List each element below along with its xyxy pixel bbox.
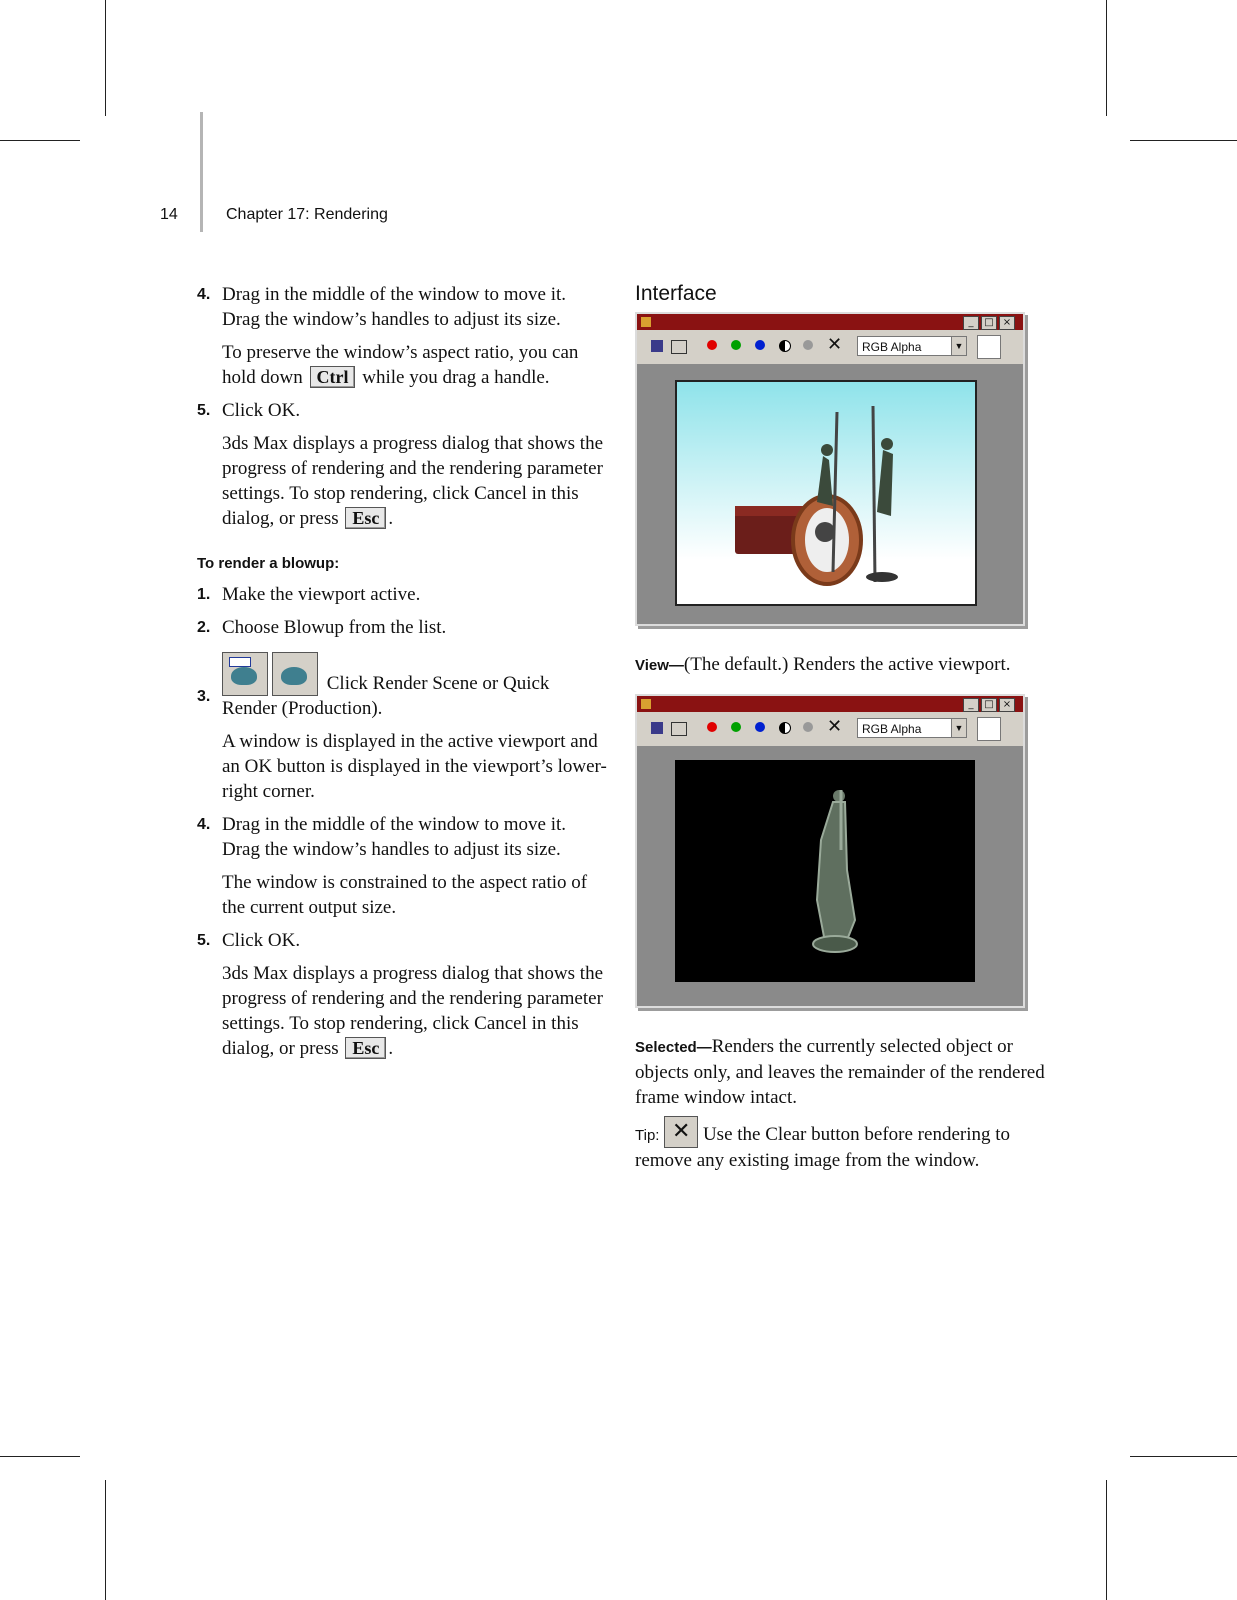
- step-number: 2.: [197, 619, 211, 636]
- view-text: (The default.) Renders the active viewport.: [683, 654, 1011, 675]
- note-text: 3ds Max displays a progress dialog that shows the progress of rendering and the rendering parameter settings. To stop rendering, click Cancel in this dialog, or press: [222, 433, 604, 529]
- step-number: 4.: [197, 286, 211, 303]
- selected-text: Renders the currently selected object or objects only, and leaves the remainder of the rendered frame window intact.: [635, 1036, 1045, 1108]
- ctrl-key: Ctrl: [310, 366, 356, 388]
- constrained-note: The window is constrained to the aspect ratio of the current output size.: [222, 872, 588, 918]
- channel-value: RGB Alpha: [862, 340, 922, 354]
- step-text: Choose Blowup from the list.: [222, 617, 447, 638]
- preserve-note: [197, 340, 607, 390]
- alpha-channel-icon[interactable]: [779, 340, 791, 352]
- section-title: Interface: [635, 282, 717, 305]
- view-description: [635, 652, 1045, 678]
- save-icon[interactable]: [651, 340, 663, 352]
- close-icon[interactable]: ×: [999, 698, 1015, 712]
- selected-term: Selected—: [635, 1039, 712, 1056]
- statue-illustration: [675, 760, 975, 982]
- tip-label: Tip:: [635, 1127, 660, 1144]
- clear-icon[interactable]: ✕: [827, 716, 843, 737]
- step-text: Click OK.: [222, 930, 301, 951]
- blue-channel-icon[interactable]: [755, 340, 765, 350]
- app-icon: [641, 699, 651, 709]
- teapot-icon: [281, 667, 307, 685]
- clear-icon[interactable]: ✕: [827, 334, 843, 355]
- step-text: Click Render Scene or Quick Render (Production).: [222, 673, 550, 719]
- channel-value: RGB Alpha: [862, 722, 922, 736]
- chevron-down-icon: ▼: [951, 337, 966, 355]
- red-channel-icon[interactable]: [707, 722, 717, 732]
- channel-select[interactable]: [857, 336, 967, 356]
- left-column: [197, 282, 607, 1061]
- esc-key: Esc: [345, 1037, 386, 1059]
- maximize-button[interactable]: □: [981, 698, 997, 712]
- minimize-button[interactable]: _: [963, 316, 979, 330]
- app-icon: [641, 317, 651, 327]
- step-item: [197, 928, 607, 953]
- rendered-selected-image: [675, 760, 975, 982]
- clone-icon[interactable]: [671, 340, 687, 354]
- alpha-channel-icon[interactable]: [779, 722, 791, 734]
- window-titlebar: [637, 314, 1023, 330]
- step-item: [197, 582, 607, 607]
- step-item: [197, 615, 607, 640]
- window-note: A window is displayed in the active viewport and an OK button is displayed in the viewport’s lower-right corner.: [222, 731, 607, 802]
- note-text: 3ds Max displays a progress dialog that shows the progress of rendering and the rendering parameter settings. To stop rendering, click Cancel in this dialog, or press: [222, 963, 604, 1059]
- clear-icon: ✕: [664, 1116, 698, 1148]
- step-number: 3.: [197, 688, 211, 705]
- step-number: 4.: [197, 816, 211, 833]
- tip-paragraph: [635, 1116, 1045, 1173]
- step-number: 5.: [197, 402, 211, 419]
- render-scene-illustration: [677, 382, 975, 604]
- blue-channel-icon[interactable]: [755, 722, 765, 732]
- step-text: Click OK.: [222, 400, 301, 421]
- crop-mark: [1130, 140, 1237, 141]
- color-swatch[interactable]: [977, 717, 1001, 741]
- window-titlebar: [637, 696, 1023, 712]
- save-icon[interactable]: [651, 722, 663, 734]
- minimize-button[interactable]: _: [963, 698, 979, 712]
- crop-mark: [0, 1456, 80, 1457]
- crop-mark: [105, 1480, 106, 1600]
- period: .: [388, 508, 394, 529]
- maximize-button[interactable]: □: [981, 316, 997, 330]
- render-frame-window-selected: [635, 694, 1025, 1008]
- period: .: [388, 1038, 394, 1059]
- green-channel-icon[interactable]: [731, 722, 741, 732]
- chapter-title: Chapter 17: Rendering: [226, 206, 388, 223]
- tip-text: Use the Clear button before rendering to remove any existing image from the window.: [635, 1124, 1011, 1171]
- green-channel-icon[interactable]: [731, 340, 741, 350]
- progress-note: [197, 961, 607, 1061]
- red-channel-icon[interactable]: [707, 340, 717, 350]
- quick-render-icon: [272, 652, 318, 696]
- rendered-viewport-image: [675, 380, 977, 606]
- clone-icon[interactable]: [671, 722, 687, 736]
- esc-key: Esc: [345, 507, 386, 529]
- step-item: [197, 282, 607, 332]
- frame-toolbar: [637, 330, 1023, 364]
- crop-mark: [0, 140, 80, 141]
- step-text: Drag in the middle of the window to move it. Drag the window’s handles to adjust its size.: [222, 284, 567, 330]
- right-column: [635, 282, 1045, 1173]
- step-item: [197, 398, 607, 423]
- step-number: 1.: [197, 586, 211, 603]
- note-text: To preserve the window’s aspect ratio, you can hold down: [222, 342, 579, 388]
- render-scene-icon: [222, 652, 268, 696]
- channel-select[interactable]: [857, 718, 967, 738]
- blowup-heading: To render a blowup:: [197, 555, 340, 572]
- chevron-down-icon: ▼: [951, 719, 966, 737]
- render-frame-window-view: [635, 312, 1025, 626]
- view-term: View—: [635, 657, 684, 674]
- step-item: [197, 812, 607, 862]
- progress-note: [197, 431, 607, 531]
- close-icon[interactable]: ×: [999, 316, 1015, 330]
- page-number: 14: [160, 206, 178, 223]
- mono-icon[interactable]: [803, 340, 813, 350]
- crop-mark: [105, 0, 106, 116]
- frame-body: [637, 746, 1023, 1006]
- crop-mark: [1106, 1480, 1107, 1600]
- selected-description: [635, 1034, 1045, 1110]
- frame-toolbar: [637, 712, 1023, 746]
- step-text: Drag in the middle of the window to move it. Drag the window’s handles to adjust its size.: [222, 814, 567, 860]
- step-text: Make the viewport active.: [222, 584, 421, 605]
- note-text: while you drag a handle.: [362, 367, 550, 388]
- step-item: [197, 652, 607, 721]
- teapot-icon: [231, 667, 257, 685]
- frame-body: [637, 364, 1023, 624]
- crop-mark: [1106, 0, 1107, 116]
- color-swatch[interactable]: [977, 335, 1001, 359]
- header-rule: [200, 112, 203, 232]
- mono-icon[interactable]: [803, 722, 813, 732]
- crop-mark: [1130, 1456, 1237, 1457]
- step-number: 5.: [197, 932, 211, 949]
